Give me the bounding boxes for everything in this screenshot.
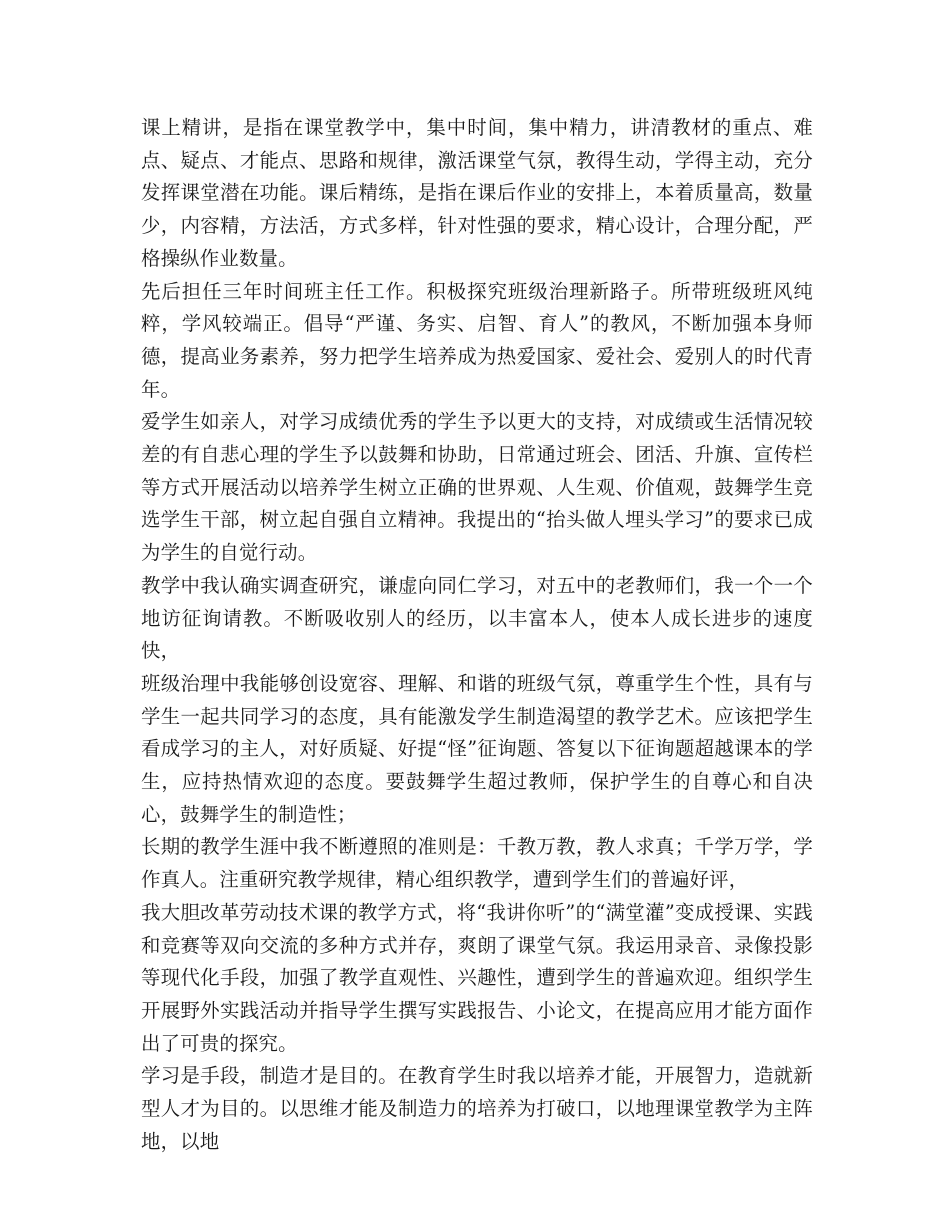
paragraph: 班级治理中我能够创设宽容、理解、和谐的班级气氛，尊重学生个性，具有与学生一起共同学习的态度，具有能激发学生制造渴望的教学艺术。应该把学生看成学习的主人，对好质疑、好提“怪”征询题、答复以下征询题超越课本的学生，应持热情欢迎的态度。要鼓舞学生超过教师，保护学生的自尊心和自决心，鼓舞学生的制造性； (141, 671, 813, 826)
paragraph: 课上精讲，是指在课堂教学中，集中时间，集中精力，讲清教材的重点、难点、疑点、才能点、思路和规律，激活课堂气氛，教得生动，学得主动，充分发挥课堂潜在功能。课后精练，是指在课后作业的安排上，本着质量高，数量少，内容精，方法活，方式多样，针对性强的要求，精心设计，合理分配，严格操纵作业数量。 (141, 116, 813, 270)
paragraph: 爱学生如亲人，对学习成绩优秀的学生予以更大的支持，对成绩或生活情况较差的有自悲心理的学生予以鼓舞和协助，日常通过班会、团活、升旗、宣传栏等方式开展活动以培养学生树立正确的世界观、人生观、价值观，鼓舞学生竞选学生干部，树立起自强自立精神。我提出的“抬头做人埋头学习”的要求已成为学生的自觉行动。 (141, 410, 813, 565)
document-body (141, 112, 813, 1159)
paragraph: 先后担任三年时间班主任工作。积极探究班级治理新路子。所带班级班风纯粹，学风较端正。倡导“严谨、务实、启智、育人”的教风，不断加强本身师德，提高业务素养，努力把学生培养成为热爱国家、爱社会、爱别人的时代青年。 (141, 279, 813, 401)
paragraph: 我大胆改革劳动技术课的教学方式，将“我讲你听”的“满堂灌”变成授课、实践和竞赛等双向交流的多种方式并存，爽朗了课堂气氛。我运用录音、录像投影等现代化手段，加强了教学直观性、兴趣性，遭到学生的普遍欢迎。组织学生开展野外实践活动并指导学生撰写实践报告、小论文，在提高应用才能方面作出了可贵的探究。 (141, 900, 813, 1055)
paragraph: 教学中我认确实调查研究，谦虚向同仁学习，对五中的老教师们，我一个一个地访征询请教。不断吸收别人的经历，以丰富本人，使本人成长进步的速度快， (141, 573, 813, 663)
paragraph: 学习是手段，制造才是目的。在教育学生时我以培养才能，开展智力，造就新型人才为目的。以思维才能及制造力的培养为打破口，以地理课堂教学为主阵地，以地 (141, 1064, 813, 1153)
paragraph: 长期的教学生涯中我不断遵照的准则是：千教万教，教人求真；千学万学，学作真人。注重研究教学规律，精心组织教学，遭到学生们的普遍好评， (141, 835, 813, 892)
